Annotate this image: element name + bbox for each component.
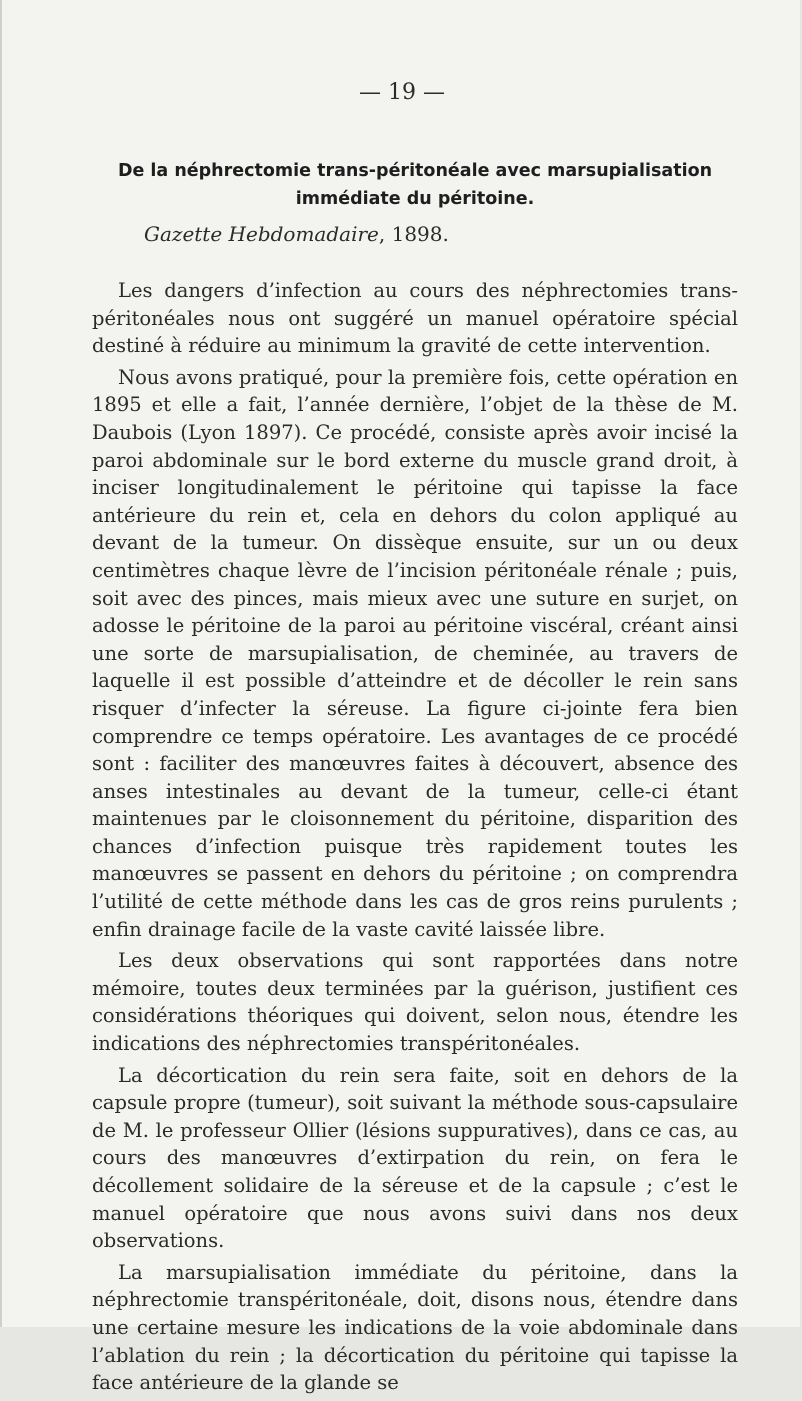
article-title: De la néphrectomie trans-péritonéale avec marsupialisation immédiate du péritoine. bbox=[117, 161, 713, 209]
page-number: — 19 — bbox=[359, 80, 445, 105]
body-paragraph: Les dangers d’infection au cours des néphrectomies trans-péritonéales nous ont suggéré un manuel opératoire spécial destiné à réduire au minimum la gravité de cette intervention. bbox=[92, 279, 738, 358]
body-paragraph: Nous avons pratiqué, pour la première fois, cette opération en 1895 et elle a fait, l’année dernière, l’objet de la thèse de M. Daubois (Lyon 1897). Ce procédé, consiste après avoir incisé la paroi abdominale sur le bord externe du muscle grand droit, à inciser longitudinalement le péritoine qui tapisse la face antérieure du rein et, cela en dehors du colon appliqué au devant de la tumeur. On dissèque ensuite, sur un ou deux centimètres chaque lèvre de l’incision péritonéale rénale ; puis, soit avec des pinces, mais mieux avec une suture en surjet, on adosse le péritoine de la paroi au péritoine viscéral, créant ainsi une sorte de marsupialisation, de cheminée, au travers de laquelle il est possible d’atteindre et de décoller le rein sans risquer d’infecter la séreuse. La figure ci-jointe fera bien comprendre ce temps opératoire. Les avantages de ce procédé sont : faciliter des manœuvres faites à découvert, absence des anses intestinales au devant de la tumeur, celle-ci étant maintenues par le cloisonnement du péritoine, disparition des chances d’infection puisque très rapidement toutes les manœuvres se passent en dehors du péritoine ; on comprendra l’utilité de cette méthode dans les cas de gros reins purulents ; enfin drainage facile de la vaste cavité laissée libre. bbox=[92, 365, 738, 941]
body-paragraph: Les deux observations qui sont rapportées dans notre mémoire, toutes deux terminées par la guérison, justifient ces considérations théoriques qui doivent, selon nous, étendre les indications des néphrectomies transpéritonéales. bbox=[92, 949, 738, 1056]
source-citation bbox=[144, 222, 449, 246]
body-paragraph: La marsupialisation immédiate du péritoine, dans la néphrectomie transpéritonéale, doit, disons nous, étendre dans une certaine mesure les indications de la voie abdominale dans l’ablation du rein ; la décortication du péritoine qui tapisse la face antérieure de la glande se bbox=[92, 1260, 738, 1395]
body-paragraph: La décortication du rein sera faite, soit en dehors de la capsule propre (tumeur), soit suivant la méthode sous-capsulaire de M. le professeur Ollier (lésions suppuratives), dans ce cas, au cours des manœuvres d’extirpation du rein, on fera le décollement solidaire de la séreuse et de la capsule ; c’est le manuel opératoire que nous avons suivi dans nos deux observations. bbox=[92, 1063, 738, 1253]
source-journal: Gazette Hebdomadaire bbox=[144, 222, 379, 246]
source-year: , 1898. bbox=[378, 222, 449, 246]
article-body bbox=[92, 277, 738, 1401]
